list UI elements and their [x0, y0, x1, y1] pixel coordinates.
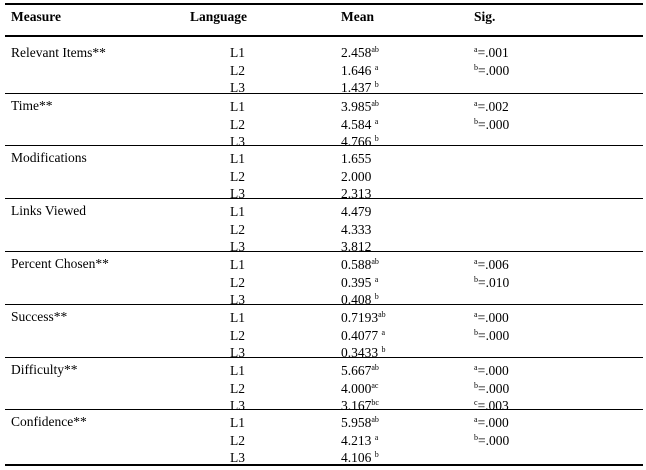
mean-value: 4.000	[341, 380, 372, 396]
language-cell: L2	[230, 168, 245, 184]
mean-superscript: a	[374, 116, 379, 126]
mean-value: 2.458	[341, 45, 372, 60]
mean-superscript: ac	[371, 380, 379, 390]
header-language: Language	[190, 9, 248, 24]
sig-cell	[474, 380, 509, 398]
mean-cell	[341, 203, 371, 221]
sig-value: =.002	[477, 99, 509, 114]
language-cell: L2	[230, 62, 245, 78]
sig-value: =.010	[478, 274, 510, 290]
table-top-rule	[5, 3, 643, 5]
measure-group	[5, 198, 643, 254]
language-cell: L1	[230, 99, 245, 114]
language-cell: L3	[230, 450, 245, 465]
mean-cell	[341, 221, 371, 239]
language-cell: L2	[230, 432, 245, 448]
sig-cell	[474, 98, 509, 116]
sig-cell	[474, 256, 509, 274]
mean-cell	[341, 414, 379, 432]
measure-group	[5, 93, 643, 149]
mean-superscript: ab	[371, 363, 379, 372]
mean-superscript: b	[374, 134, 379, 143]
measure-label: Percent Chosen**	[11, 256, 109, 271]
sig-cell	[474, 432, 509, 450]
language-cell: L2	[230, 274, 245, 290]
sig-cell	[474, 62, 509, 80]
mean-cell	[341, 380, 378, 398]
mean-value: 1.655	[341, 151, 372, 166]
sig-cell	[474, 362, 509, 380]
language-cell: L2	[230, 221, 245, 237]
sig-superscript: b	[474, 116, 478, 126]
table-bottom-rule	[5, 464, 643, 466]
mean-superscript: a	[381, 327, 386, 337]
mean-cell	[341, 362, 379, 380]
measure-label: Time**	[11, 98, 53, 113]
sig-superscript: a	[474, 45, 478, 54]
language-cell: L3	[230, 134, 245, 149]
mean-superscript: b	[374, 450, 379, 459]
sig-value: =.003	[477, 398, 509, 413]
header-measure: Measure	[11, 9, 61, 24]
mean-cell	[341, 274, 378, 292]
sig-value: =.000	[478, 116, 510, 132]
sig-cell	[474, 309, 509, 327]
sig-value: =.006	[477, 257, 509, 272]
mean-superscript: b	[374, 292, 379, 301]
mean-superscript: ab	[371, 45, 379, 54]
mean-superscript: ab	[378, 310, 386, 319]
sig-value: =.000	[478, 432, 510, 448]
language-cell: L1	[230, 310, 245, 325]
measure-label: Links Viewed	[11, 203, 87, 218]
language-cell: L3	[230, 186, 245, 201]
mean-value: 4.106	[341, 450, 375, 465]
language-cell: L3	[230, 292, 245, 307]
sig-cell	[474, 327, 509, 345]
sig-superscript: b	[474, 432, 478, 442]
sig-value: =.000	[478, 62, 510, 78]
mean-value: 5.958	[341, 415, 372, 430]
language-cell: L1	[230, 45, 245, 60]
sig-superscript: a	[474, 257, 478, 266]
header-rule	[5, 35, 643, 37]
language-cell: L1	[230, 363, 245, 378]
sig-value: =.000	[478, 327, 510, 343]
mean-cell	[341, 432, 378, 450]
mean-superscript: a	[374, 432, 379, 442]
sig-cell	[474, 44, 509, 62]
sig-superscript: b	[474, 327, 478, 337]
mean-value: 0.4077	[341, 327, 382, 343]
language-cell: L3	[230, 239, 245, 254]
mean-value: 4.333	[341, 221, 372, 237]
language-cell: L3	[230, 398, 245, 413]
language-cell: L2	[230, 116, 245, 132]
sig-superscript: b	[474, 274, 478, 284]
measure-label: Modifications	[11, 150, 87, 165]
sig-superscript: a	[474, 415, 478, 424]
mean-superscript: bc	[371, 398, 379, 407]
sig-cell	[474, 414, 509, 432]
mean-superscript: b	[374, 80, 379, 89]
sig-value: =.001	[477, 45, 509, 60]
sig-superscript: b	[474, 380, 478, 390]
mean-value: 3.812	[341, 239, 372, 254]
mean-cell	[341, 168, 371, 186]
measure-group	[5, 41, 643, 93]
sig-cell	[474, 116, 509, 134]
measure-group	[5, 251, 643, 307]
mean-superscript: a	[374, 274, 379, 284]
mean-value: 0.3433	[341, 345, 382, 360]
mean-value: 0.395	[341, 274, 375, 290]
mean-value: 4.584	[341, 116, 375, 132]
language-cell: L1	[230, 204, 245, 219]
measure-group	[5, 357, 643, 413]
language-cell: L2	[230, 327, 245, 343]
mean-value: 0.588	[341, 257, 372, 272]
mean-cell	[341, 256, 379, 274]
mean-value: 0.408	[341, 292, 375, 307]
mean-value: 2.000	[341, 168, 372, 184]
language-cell: L1	[230, 151, 245, 166]
measure-label: Difficulty**	[11, 362, 78, 377]
sig-superscript: b	[474, 62, 478, 72]
measure-group	[5, 304, 643, 360]
mean-cell	[341, 327, 385, 345]
measure-label: Success**	[11, 309, 68, 324]
mean-superscript: b	[381, 345, 386, 354]
measure-label: Relevant Items**	[11, 45, 106, 60]
mean-value: 2.313	[341, 186, 372, 201]
sig-superscript: a	[474, 310, 478, 319]
mean-cell	[341, 309, 386, 327]
measure-group	[5, 409, 643, 465]
header-mean: Mean	[341, 9, 374, 24]
mean-value: 4.213	[341, 432, 375, 448]
sig-superscript: a	[474, 99, 478, 108]
mean-superscript: ab	[371, 257, 379, 266]
sig-value: =.000	[477, 310, 509, 325]
language-cell: L3	[230, 345, 245, 360]
sig-value: =.000	[477, 415, 509, 430]
language-cell: L2	[230, 380, 245, 396]
mean-cell	[341, 116, 378, 134]
sig-superscript: a	[474, 363, 478, 372]
language-cell: L1	[230, 415, 245, 430]
mean-value: 1.437	[341, 80, 375, 95]
sig-value: =.000	[477, 363, 509, 378]
mean-cell	[341, 44, 379, 62]
mean-superscript: ab	[371, 99, 379, 108]
mean-value: 4.479	[341, 204, 372, 219]
mean-value: 3.167	[341, 398, 372, 413]
sig-value: =.000	[478, 380, 510, 396]
measure-label: Confidence**	[11, 414, 87, 429]
mean-value: 5.667	[341, 363, 372, 378]
mean-superscript: ab	[371, 415, 379, 424]
mean-cell	[341, 98, 379, 116]
language-cell: L3	[230, 80, 245, 95]
language-cell: L1	[230, 257, 245, 272]
mean-value: 0.7193	[341, 310, 379, 325]
header-sig: Sig.	[474, 9, 496, 24]
sig-superscript: c	[474, 398, 478, 407]
sig-cell	[474, 274, 509, 292]
mean-cell	[341, 62, 378, 80]
mean-value: 1.646	[341, 62, 375, 78]
mean-superscript: a	[374, 62, 379, 72]
measure-group	[5, 145, 643, 201]
mean-value: 3.985	[341, 99, 372, 114]
mean-cell	[341, 150, 371, 168]
mean-value: 4.766	[341, 134, 375, 149]
